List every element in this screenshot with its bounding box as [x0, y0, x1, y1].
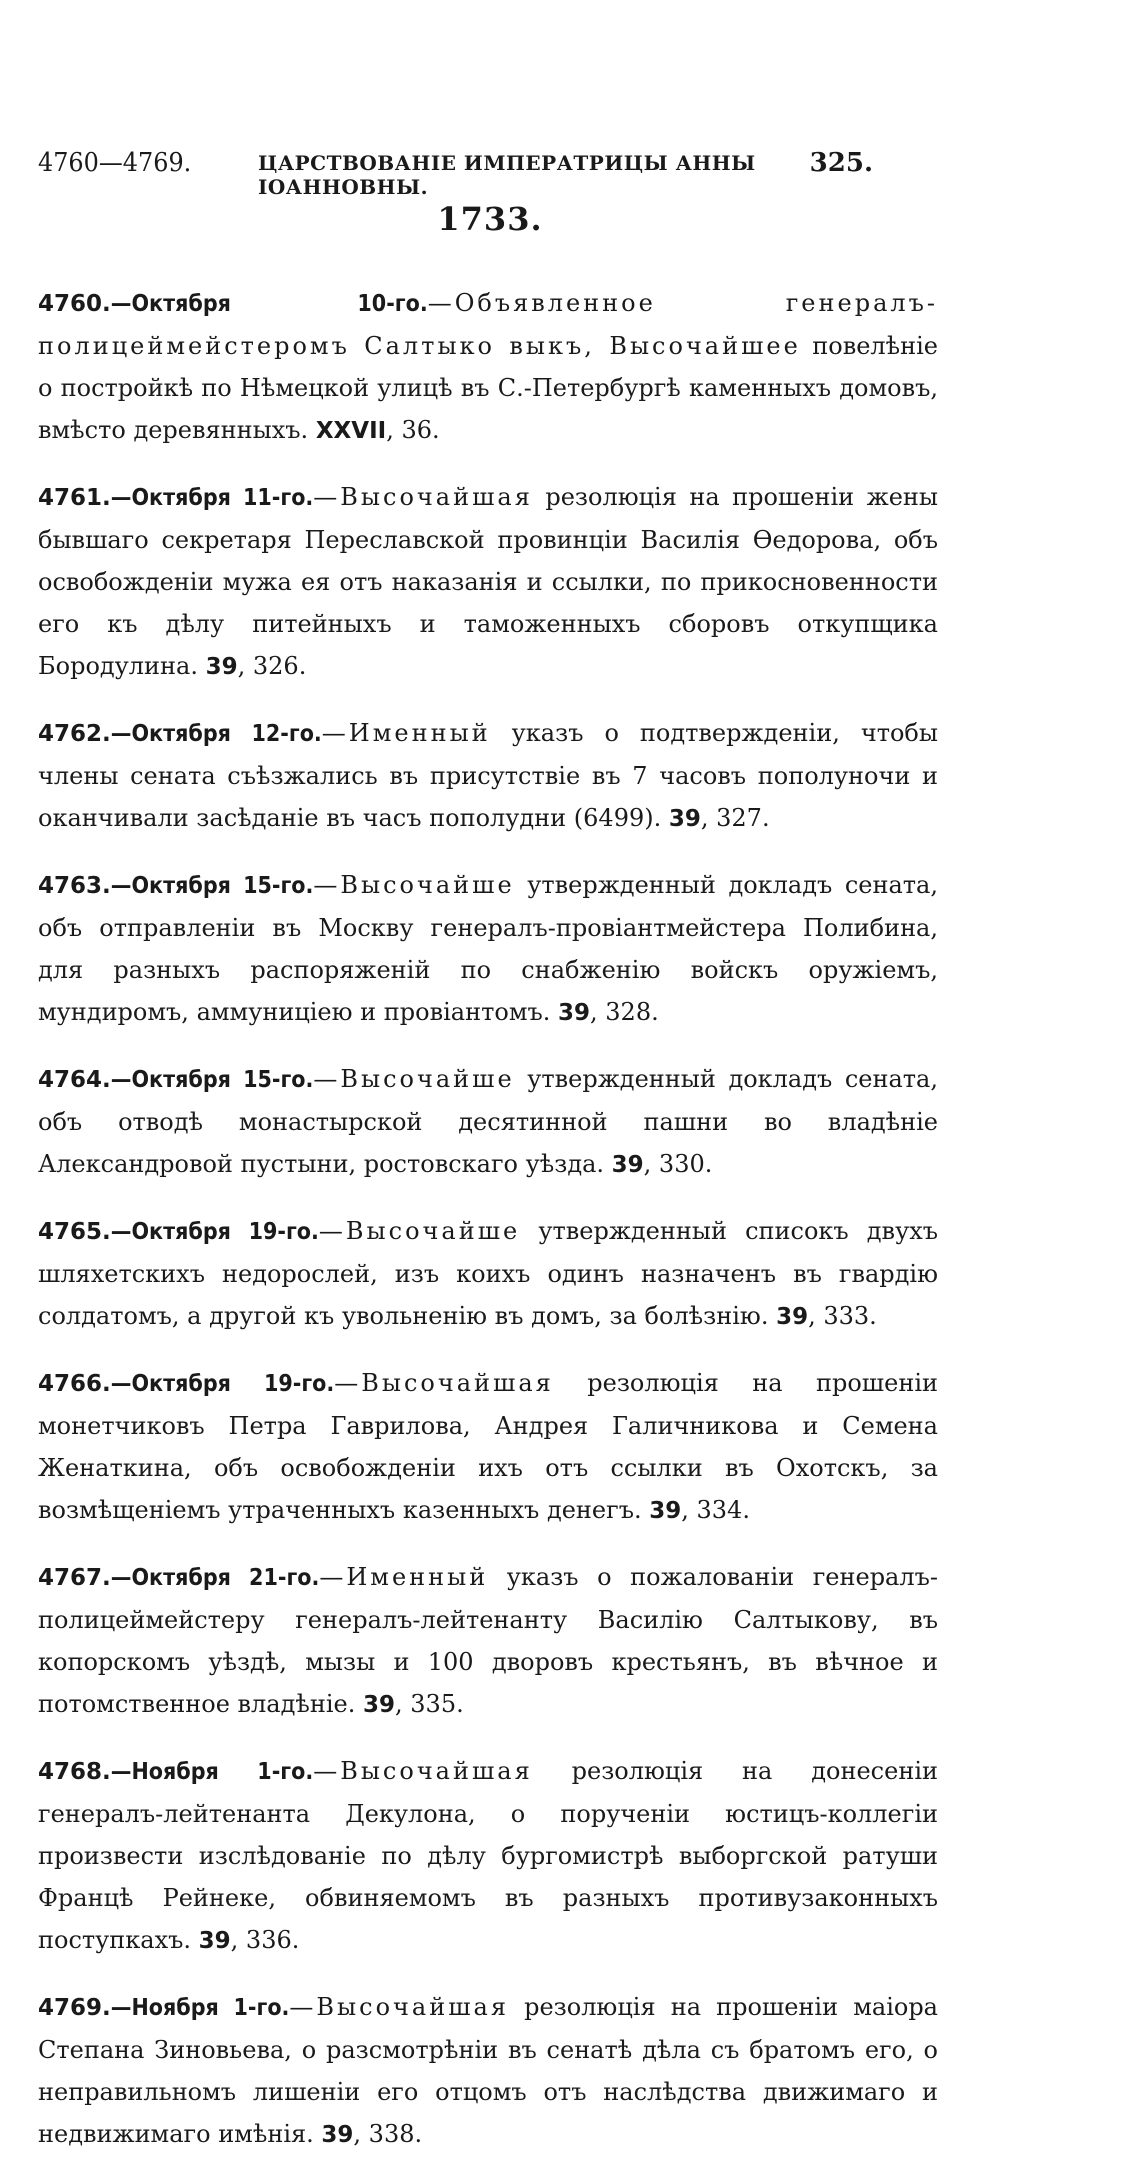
entry-type: —Высочайшая [313, 483, 533, 511]
entry-text: резолюція на прошеніи жены бывшаго секретаря Переславской провинціи Василія Өедорова, объ освобожденіи мужа ея отъ наказанія и ссылки, по прикосновенности его къ дѣлу питейныхъ и таможенныхъ сборовъ откупщика Бородулина. [38, 483, 938, 680]
entry-volume: 39 [321, 2122, 354, 2148]
entry-text: указъ о подтвержденіи, чтобы члены сената съѣзжались въ присутствіе въ 7 часовъ пополуночи и оканчивали засѣданіе въ часъ пополудни (6499). [38, 719, 938, 832]
entry-date: —Октября 21-го. [110, 1565, 320, 1591]
entry-type: —Высочайше [318, 1217, 521, 1245]
entry-text: резолюція на прошеніи монетчиковъ Петра Гаврилова, Андрея Галичникова и Семена Женаткина, объ освобожденіи ихъ отъ ссылки въ Охотскъ, за возмѣщеніемъ утраченныхъ казенныхъ денегъ. [38, 1369, 938, 1524]
entry-4761 [38, 476, 938, 688]
entry-4760 [38, 282, 938, 452]
entry-number: 4769. [38, 1995, 111, 2021]
header-entry-range: 4760—4769. [38, 148, 192, 178]
entry-number: 4760. [38, 291, 111, 317]
entry-volume: 39 [363, 1692, 396, 1718]
entry-volume: 39 [611, 1152, 644, 1178]
header-title: ЦАРСТВОВАНІЕ ИМПЕРАТРИЦЫ АННЫ ІОАННОВНЫ. [258, 151, 756, 199]
entry-date: —Октября 15-го. [110, 873, 314, 899]
entry-text: указъ о пожалованіи генералъ-полицеймейстеру генералъ-лейтенанту Василію Салтыкову, въ копорскомъ уѣздѣ, мызы и 100 дворовъ крестьянъ, въ вѣчное и потомственное владѣніе. [38, 1563, 938, 1718]
entries-list [38, 258, 938, 2170]
entry-volume: 39 [558, 1000, 591, 1026]
entry-number: 4765. [38, 1219, 111, 1245]
entry-text: резолюція на прошеніи маіора Степана Зиновьева, о разсмотрѣніи въ сенатѣ дѣла съ братомъ его, о неправильномъ лишеніи его отцомъ отъ наслѣдства движимаго и недвижимаго имѣнія. [38, 1993, 938, 2148]
entry-page: , 338. [353, 2120, 423, 2148]
entry-type: —Именный [319, 1563, 489, 1591]
entry-4762 [38, 712, 938, 840]
entry-date: —Октября 19-го. [110, 1371, 335, 1397]
entry-text: утвержденный докладъ сената, объ отправленіи въ Москву генералъ-провіантмейстера Полибина, для разныхъ распоряженій по снабженію войскъ оружіемъ, мундиромъ, аммуниціею и провіантомъ. [38, 871, 938, 1026]
entry-page: , 36. [386, 416, 440, 444]
entry-page: , 327. [700, 804, 770, 832]
entry-type: —Высочайше [313, 871, 515, 899]
entry-date: —Октября 11-го. [110, 485, 314, 511]
entry-date: —Октября 15-го. [110, 1067, 314, 1093]
entry-type: —Высочайшая [334, 1369, 554, 1397]
entry-date: —Октября 10-го. [110, 291, 428, 317]
entry-type: —Высочайшая [313, 1757, 533, 1785]
entry-4765 [38, 1210, 938, 1338]
entry-text: повелѣніе о постройкѣ по Нѣмецкой улицѣ въ С.-Петербургѣ каменныхъ домовъ, вмѣсто деревянныхъ. [38, 332, 938, 444]
entry-volume: 39 [205, 654, 238, 680]
entry-page: , 328. [590, 998, 659, 1026]
entry-volume: 39 [776, 1304, 809, 1330]
entry-number: 4764. [38, 1067, 111, 1093]
entry-date: —Октября 19-го. [110, 1219, 319, 1245]
entry-volume: XXVII [315, 418, 387, 444]
entry-text: утвержденный списокъ двухъ шляхетскихъ недорослей, изъ коихъ одинъ назначенъ въ гвардію солдатомъ, а другой къ увольненію въ домъ, за болѣзнію. [38, 1217, 938, 1330]
entry-page: , 330. [643, 1150, 713, 1178]
entry-text: утвержденный докладъ сената, объ отводѣ монастырской десятинной пашни во владѣніе Александровой пустыни, ростовскаго уѣзда. [38, 1065, 938, 1178]
entry-4769 [38, 1986, 938, 2156]
entry-4763 [38, 864, 938, 1034]
entry-type: —Именный [321, 719, 491, 747]
entry-page: , 333. [808, 1302, 877, 1330]
entry-type: —Объявленное генералъ-полицеймейстеромъ Салтыко выкъ, Высочайшее [38, 289, 938, 360]
entry-4766 [38, 1362, 938, 1532]
page-header [38, 148, 873, 199]
entry-type: —Высочайше [313, 1065, 515, 1093]
entry-type: —Высочайшая [289, 1993, 509, 2021]
page-number: 325. [809, 148, 873, 178]
entry-number: 4767. [38, 1565, 111, 1591]
entry-page: , 326. [237, 652, 307, 680]
year-heading: 1733. [437, 200, 543, 238]
entry-number: 4762. [38, 721, 111, 747]
entry-page: , 334. [681, 1496, 750, 1524]
entry-number: 4768. [38, 1759, 111, 1785]
entry-volume: 39 [198, 1928, 231, 1954]
entry-4764 [38, 1058, 938, 1186]
entry-4767 [38, 1556, 938, 1726]
entry-page: , 336. [230, 1926, 300, 1954]
entry-page: , 335. [395, 1690, 464, 1718]
entry-volume: 39 [668, 806, 701, 832]
entry-number: 4766. [38, 1371, 111, 1397]
entry-number: 4761. [38, 485, 111, 511]
entry-date: —Ноября 1-го. [110, 1995, 290, 2021]
entry-date: —Октября 12-го. [110, 721, 322, 747]
entry-volume: 39 [649, 1498, 682, 1524]
entry-4768 [38, 1750, 938, 1962]
entry-number: 4763. [38, 873, 111, 899]
entry-date: —Ноября 1-го. [110, 1759, 314, 1785]
entry-text: резолюція на донесеніи генералъ-лейтенанта Декулона, о порученіи юстицъ-коллегіи произвести изслѣдованіе по дѣлу бургомистрѣ выборгской ратуши Францѣ Рейнеке, обвиняемомъ въ разныхъ противузаконныхъ поступкахъ. [38, 1757, 938, 1954]
